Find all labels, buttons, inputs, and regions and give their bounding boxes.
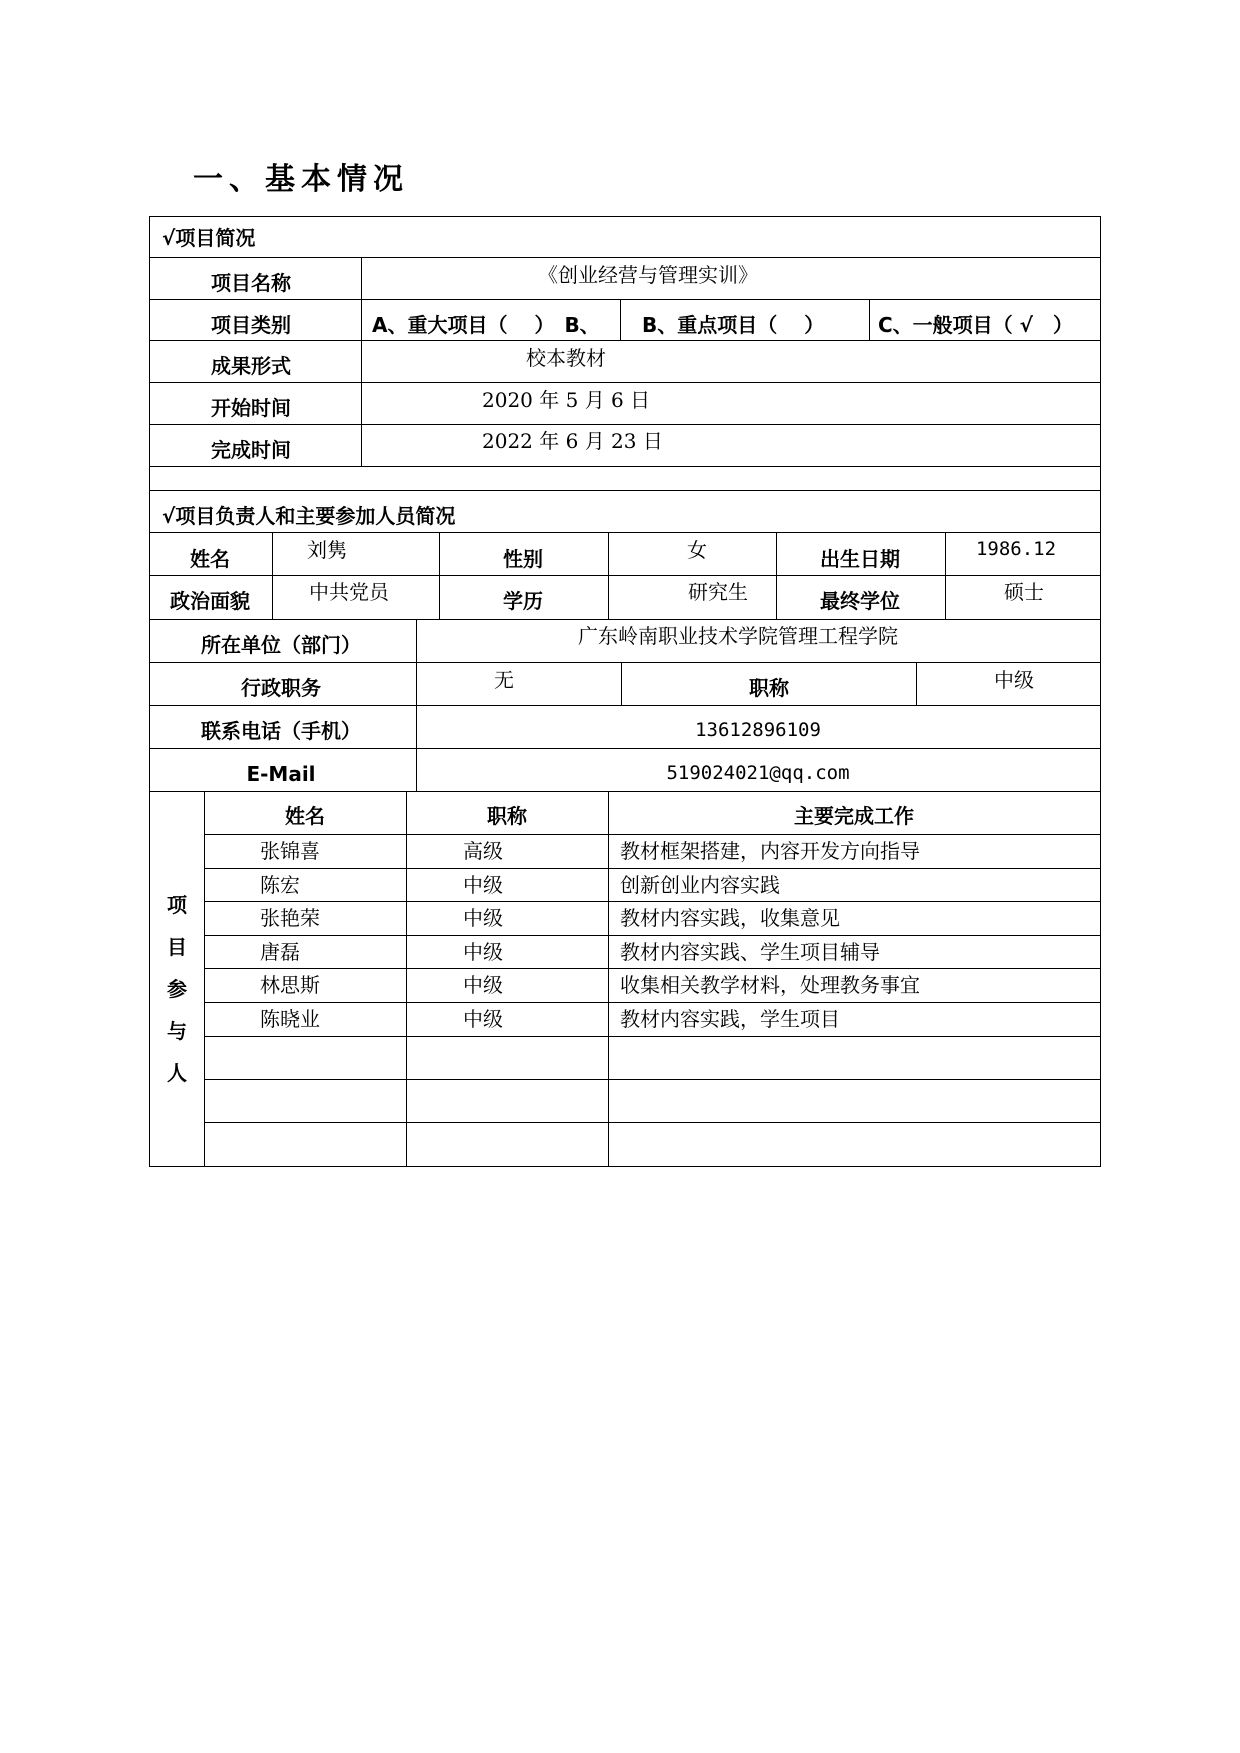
participant-name-header: 姓名 (285, 804, 325, 828)
participant-name: 张艳荣 (260, 906, 320, 930)
final-degree-label: 最终学位 (820, 589, 900, 613)
participant-name: 唐磊 (260, 940, 300, 964)
project-name-value: 《创业经营与管理实训》 (538, 263, 758, 287)
final-degree-value: 硕士 (1004, 580, 1044, 604)
participant-title: 中级 (463, 940, 503, 964)
education-label: 学历 (503, 589, 543, 613)
birth-date-value: 1986.12 (975, 538, 1057, 560)
result-form-value: 校本教材 (526, 346, 606, 370)
participant-name: 陈晓业 (260, 1007, 320, 1031)
participant-title: 中级 (463, 973, 503, 997)
phone-label: 联系电话（手机） (201, 719, 361, 743)
project-category-label: 项目类别 (211, 313, 291, 337)
participant-title: 中级 (463, 906, 503, 930)
category-major-option: A、重大项目（ ） B、 (372, 313, 600, 337)
category-key-option: B、重点项目（ ） (642, 313, 825, 337)
political-status-label: 政治面貌 (170, 589, 250, 613)
participant-work: 创新创业内容实践 (620, 873, 780, 897)
participant-name: 林思斯 (260, 973, 320, 997)
start-time-label: 开始时间 (211, 396, 291, 420)
unit-value: 广东岭南职业技术学院管理工程学院 (578, 624, 898, 648)
participant-name: 张锦喜 (260, 839, 320, 863)
participant-title: 中级 (463, 873, 503, 897)
admin-position-label: 行政职务 (241, 676, 321, 700)
leader-section-title: √项目负责人和主要参加人员简况 (162, 504, 456, 528)
participant-title-header: 职称 (487, 804, 527, 828)
admin-position-value: 无 (494, 668, 514, 692)
participant-work: 教材内容实践、学生项目辅导 (620, 940, 880, 964)
professional-title-value: 中级 (994, 668, 1034, 692)
end-time-value: 2022 年 6 月 23 日 (482, 429, 663, 453)
gender-label: 性别 (503, 547, 543, 571)
participant-work-header: 主要完成工作 (794, 804, 914, 828)
project-section-title: √项目简况 (162, 226, 256, 250)
leader-name-value: 刘隽 (307, 538, 347, 562)
professional-title-label: 职称 (749, 676, 789, 700)
gender-value: 女 (687, 538, 707, 562)
participant-work: 教材内容实践，收集意见 (620, 906, 840, 930)
start-time-value: 2020 年 5 月 6 日 (482, 388, 651, 412)
page-heading: 一、基本情况 (193, 162, 409, 197)
participant-work: 教材内容实践，学生项目 (620, 1007, 840, 1031)
project-name-label: 项目名称 (211, 271, 291, 295)
birth-date-label: 出生日期 (820, 547, 900, 571)
participant-name: 陈宏 (260, 873, 300, 897)
participant-title: 中级 (463, 1007, 503, 1031)
education-value: 研究生 (688, 580, 748, 604)
result-form-label: 成果形式 (211, 354, 291, 378)
email-value: 519024021@qq.com (666, 762, 850, 784)
category-general-option: C、一般项目（ √ ） (878, 313, 1073, 337)
political-status-value: 中共党员 (309, 580, 389, 604)
participant-work: 收集相关教学材料，处理教务事宜 (620, 973, 920, 997)
participant-title: 高级 (463, 839, 503, 863)
participants-side-label: 项 目 参 与 人 (167, 893, 187, 1085)
unit-label: 所在单位（部门） (201, 633, 361, 657)
leader-name-label: 姓名 (190, 547, 230, 571)
phone-value: 13612896109 (695, 719, 821, 741)
end-time-label: 完成时间 (211, 438, 291, 462)
participant-work: 教材框架搭建，内容开发方向指导 (620, 839, 920, 863)
email-label: E-Mail (246, 762, 316, 786)
